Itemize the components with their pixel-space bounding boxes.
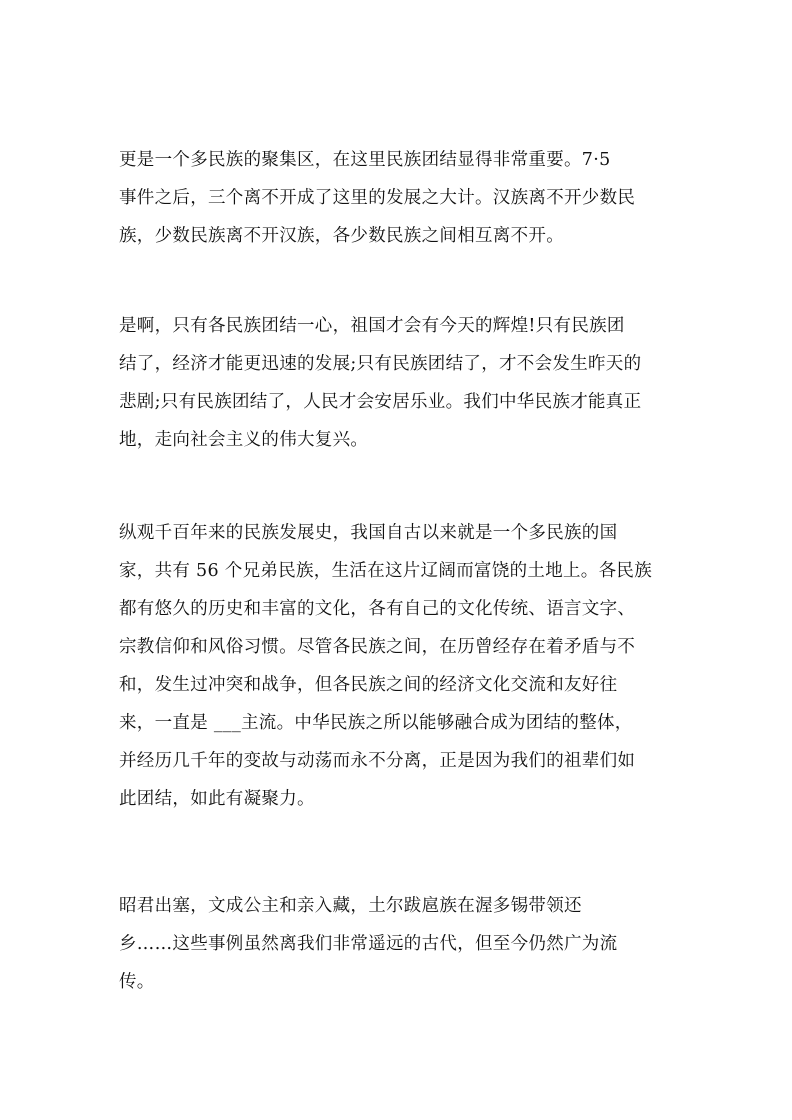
- text-line: 都有悠久的历史和丰富的文化，各有自己的文化传统、语言文字、: [119, 599, 636, 619]
- text-line: 宗教信仰和风俗习惯。尽管各民族之间，在历曾经存在着矛盾与不: [119, 637, 636, 657]
- text-line: 是啊，只有各民族团结一心，祖国才会有今天的辉煌!只有民族团: [119, 316, 625, 336]
- paragraph-3: [119, 514, 679, 818]
- text-line: 昭君出塞，文成公主和亲入藏，土尔跋扈族在渥多锡带领还: [119, 896, 582, 916]
- text-line: 此团结，如此有凝聚力。: [119, 789, 315, 809]
- text-line: 悲剧;只有民族团结了，人民才会安居乐业。我们中华民族才能真正: [119, 392, 642, 412]
- text-line: 家，共有 56 个兄弟民族，生活在这片辽阔而富饶的土地上。各民族: [119, 561, 652, 581]
- text-line: 族，少数民族离不开汉族，各少数民族之间相互离不开。: [119, 226, 564, 246]
- text-line: 地，走向社会主义的伟大复兴。: [119, 430, 369, 450]
- text-line: 传。: [119, 972, 155, 992]
- paragraph-1: [119, 141, 679, 255]
- text-line: 来，一直是 ___主流。中华民族之所以能够融合成为团结的整体，: [119, 713, 633, 733]
- paragraph-2: [119, 307, 679, 459]
- text-line: 更是一个多民族的聚集区，在这里民族团结显得非常重要。7·5: [119, 150, 611, 170]
- text-line: 事件之后，三个离不开成了这里的发展之大计。汉族离不开少数民: [119, 188, 636, 208]
- paragraph-4: [119, 887, 679, 1001]
- text-line: 并经历几千年的变故与动荡而永不分离，正是因为我们的祖辈们如: [119, 751, 636, 771]
- text-line: 乡……这些事例虽然离我们非常遥远的古代，但至今仍然广为流: [119, 934, 618, 954]
- text-line: 纵观千百年来的民族发展史，我国自古以来就是一个多民族的国: [119, 523, 618, 543]
- text-line: 结了，经济才能更迅速的发展;只有民族团结了，才不会发生昨天的: [119, 354, 642, 374]
- text-line: 和，发生过冲突和战争，但各民族之间的经济文化交流和友好往: [119, 675, 618, 695]
